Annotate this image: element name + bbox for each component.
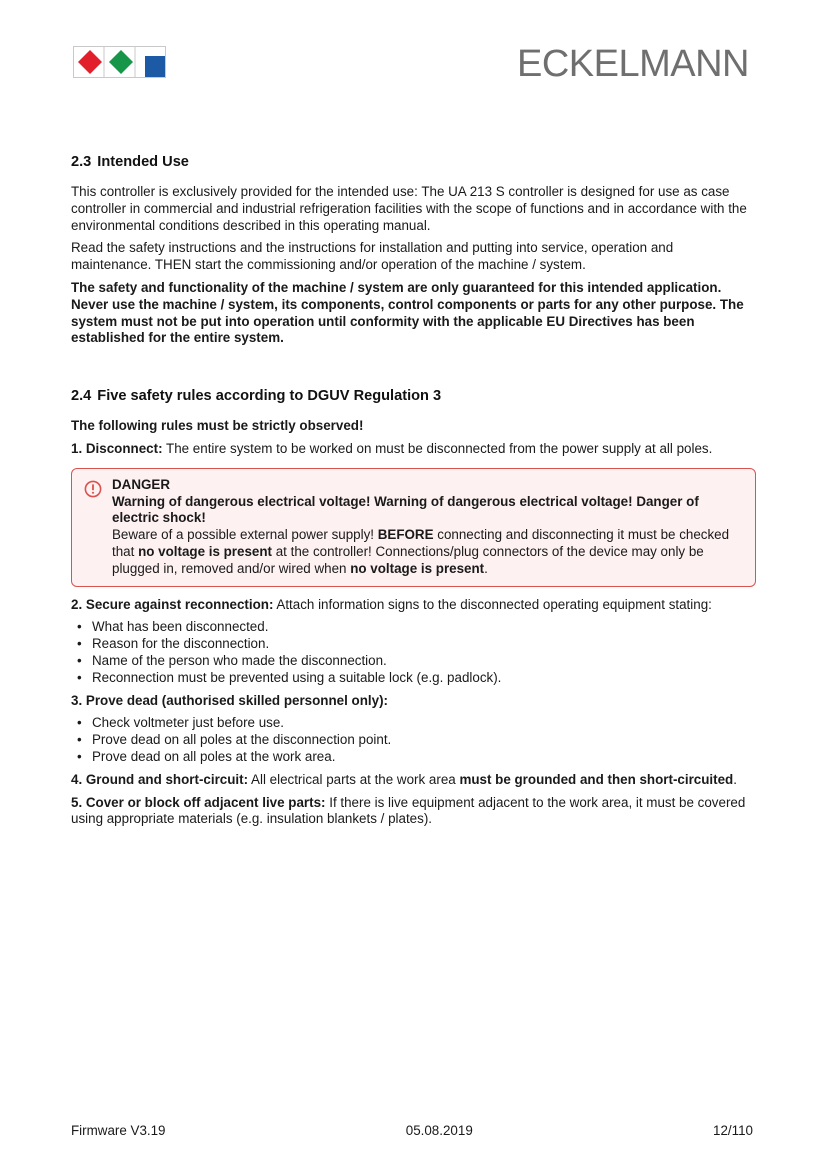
danger-text-part: . bbox=[484, 560, 488, 576]
exclamation-circle-icon bbox=[84, 480, 102, 498]
section-heading-safety-rules bbox=[71, 387, 756, 405]
rule-text: All electrical parts at the work area bbox=[248, 771, 460, 787]
danger-label: DANGER bbox=[112, 476, 171, 492]
section-title: Intended Use bbox=[97, 154, 189, 170]
page-footer bbox=[71, 1123, 753, 1139]
list-item: • Name of the person who made the disconnection. bbox=[71, 653, 756, 670]
rule-label: 5. Cover or block off adjacent live parts: bbox=[71, 794, 326, 810]
rule-5 bbox=[71, 795, 756, 829]
red-diamond bbox=[78, 50, 102, 74]
rule-label: 2. Secure against reconnection: bbox=[71, 596, 274, 612]
firmware-version: Firmware V3.19 bbox=[71, 1123, 166, 1138]
danger-emphasis: no voltage is present bbox=[138, 543, 273, 559]
section-title: Five safety rules according to DGUV Regulation 3 bbox=[97, 388, 442, 405]
rule-2 bbox=[71, 597, 756, 614]
danger-emphasis: no voltage is present bbox=[350, 560, 485, 576]
paragraph: Read the safety instructions and the instructions for installation and putting into service, operation and maintenance. THEN start the commissioning and/or operation of the machine / system. bbox=[71, 240, 674, 273]
list-item: • Prove dead on all poles at the disconnection point. bbox=[71, 732, 756, 749]
rule-emphasis: must be grounded and then short-circuited bbox=[459, 771, 734, 787]
danger-text-part: Beware of a possible external power supply! bbox=[112, 527, 378, 543]
danger-text-part: connecting and disconnecting it must be checked that bbox=[112, 527, 730, 559]
rule-4 bbox=[71, 772, 756, 789]
paragraph: This controller is exclusively provided for the intended use: The UA 213 S controller is designed for use as case controller in commercial and industrial refrigeration facilities with the scope of functions and in accordance with the environmental conditions described in this operating manual. bbox=[71, 184, 747, 233]
rule-text: The entire system to be worked on must be disconnected from the power supply at all poles. bbox=[162, 440, 713, 456]
list-item: • Reason for the disconnection. bbox=[71, 636, 756, 653]
danger-text-part: at the controller! Connections/plug connectors of the device may only be plugged in, removed and/or wired when bbox=[112, 543, 704, 576]
section-heading-intended-use bbox=[71, 153, 756, 171]
rule-text: Attach information signs to the disconnected operating equipment stating: bbox=[273, 596, 712, 612]
list-item: • Check voltmeter just before use. bbox=[71, 715, 756, 732]
eckelmann-logo-mark bbox=[73, 46, 166, 78]
rules-intro: The following rules must be strictly observed! bbox=[71, 418, 364, 434]
section-number: 2.4 bbox=[71, 388, 92, 405]
rule-text: . bbox=[733, 771, 737, 787]
rule-3-label: 3. Prove dead (authorised skilled personnel only): bbox=[71, 692, 388, 708]
green-diamond bbox=[109, 50, 133, 74]
bold-paragraph: The safety and functionality of the machine / system are only guaranteed for this intended application. Never use the machine / system, its components, control components or parts for any other purpose. The system must not be put into operation until conformity with the applicable EU Directives has been established for the entire system. bbox=[71, 279, 744, 346]
rule-2-list bbox=[71, 619, 756, 686]
danger-headline: Warning of dangerous electrical voltage! Warning of dangerous electrical voltage! Danger of electric shock! bbox=[112, 493, 699, 526]
rule-3-list bbox=[71, 715, 756, 765]
danger-box bbox=[71, 468, 756, 587]
page-content bbox=[71, 153, 756, 834]
list-item: • Prove dead on all poles at the work area. bbox=[71, 749, 756, 766]
rule-label: 4. Ground and short-circuit: bbox=[71, 771, 249, 787]
rule-label: 1. Disconnect: bbox=[71, 440, 163, 456]
list-item: • Reconnection must be prevented using a suitable lock (e.g. padlock). bbox=[71, 670, 756, 687]
section-number: 2.3 bbox=[71, 154, 92, 170]
blue-square bbox=[145, 56, 165, 77]
document-date: 05.08.2019 bbox=[405, 1123, 473, 1138]
brand-wordmark: ECKELMANN bbox=[517, 43, 749, 85]
danger-emphasis: BEFORE bbox=[377, 527, 434, 543]
list-item: • What has been disconnected. bbox=[71, 619, 756, 636]
page-number: 12/110 bbox=[713, 1123, 753, 1138]
rule-1 bbox=[71, 441, 756, 458]
danger-text bbox=[112, 527, 741, 577]
rule-text: If there is live equipment adjacent to the work area, it must be covered using appropriate materials (e.g. insulation blankets / plates). bbox=[71, 794, 746, 827]
